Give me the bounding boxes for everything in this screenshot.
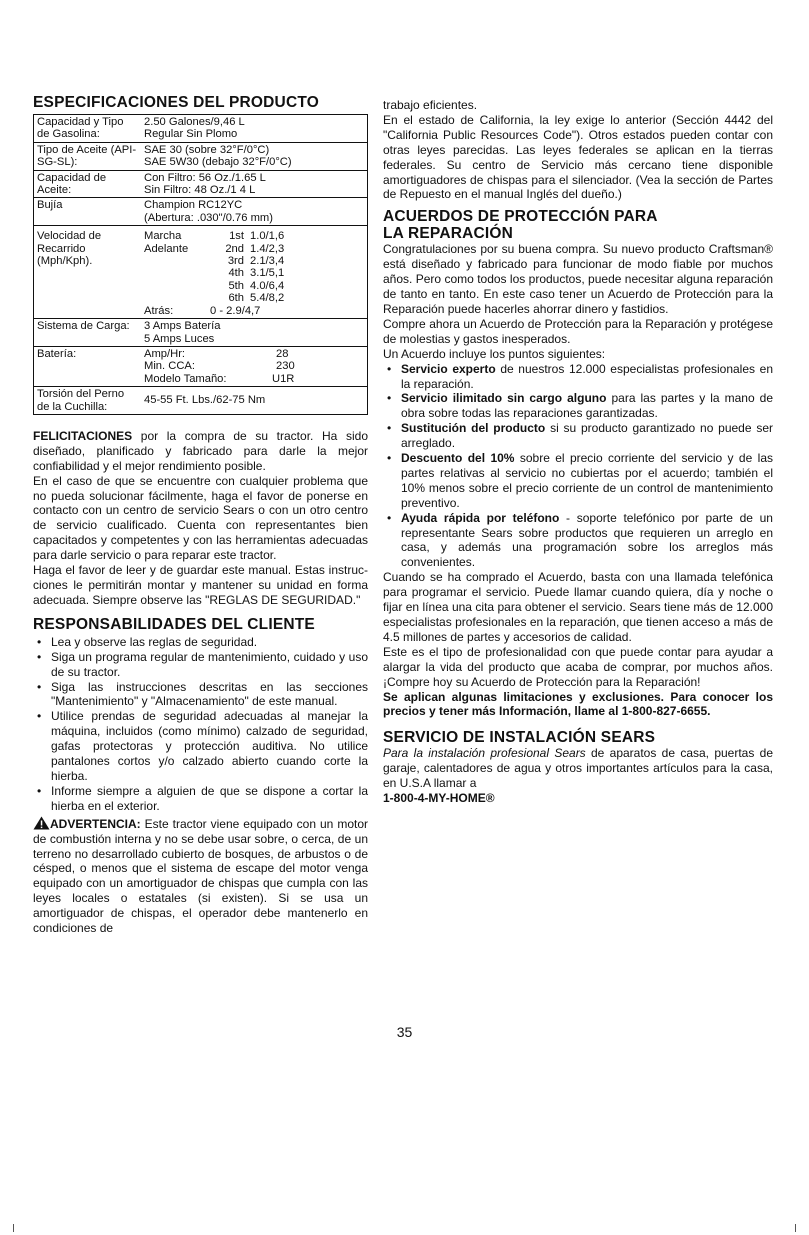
spec-label: Capacidad de Aceite:	[37, 171, 107, 197]
reverse-value: 0 - 2.9/4,7	[210, 304, 261, 317]
warning-paragraph	[33, 816, 368, 936]
agreement-paragraph: Congratulaciones por su buena compra. Su nuevo producto Craftsman® está diseñado y fabricado para funcionar de modo fiable por muchos años. Pero como todos los productos, puede necesitar alguna reparación de tanto en tanto. En este caso tener un Acuerdo de Protección para la Reparación puede hacerles ahorrar dinero y fastidios.	[383, 242, 773, 316]
spec-value	[141, 142, 368, 170]
spec-value-line: Champion RC12YC	[144, 199, 243, 212]
spec-value-line: 3 Amps Batería	[144, 320, 221, 333]
edge-mark	[795, 1224, 796, 1232]
spec-value-line: Con Filtro: 56 Oz./1.65 L	[144, 171, 266, 184]
gear-label: 1st	[229, 230, 244, 243]
spec-value	[141, 198, 368, 226]
gear-label: 2nd	[225, 242, 244, 255]
spec-value-line: 5 Amps Luces	[144, 332, 215, 345]
gear-speed: 2.1/3,4	[250, 255, 285, 268]
gear-speed: 1.4/2,3	[250, 242, 285, 255]
reverse-label: Atrás:	[144, 304, 174, 317]
speed-row	[210, 280, 284, 292]
speed-row	[210, 243, 284, 255]
responsibilities-title: RESPONSABILIDADES DEL CLIENTE	[33, 615, 315, 633]
benefit-text: si su producto garantizado no puede ser arreglado.	[401, 421, 773, 451]
speed-rows	[210, 230, 284, 304]
speed-row	[210, 292, 284, 304]
installation-italic: Para la instalación profesional Sears	[383, 746, 586, 761]
spec-label: Sistema de Carga:	[37, 320, 130, 333]
battery-number: U1R	[272, 372, 295, 385]
speed-forward	[144, 230, 364, 304]
battery-key: Modelo Tamaño:	[144, 372, 227, 385]
spec-value-line: 2.50 Galones/9,46 L	[144, 116, 245, 128]
spec-label: Tipo de Aceite (API- SG-SL):	[37, 143, 137, 169]
spec-row-capacity	[34, 170, 368, 198]
warning-icon	[33, 816, 50, 830]
speed-row	[210, 267, 284, 279]
right-column	[383, 0, 773, 806]
left-column	[33, 0, 368, 936]
congrats-lead: FELICITACIONES	[33, 428, 133, 443]
benefit-text: sobre el precio corriente del servicio y de las partes relativas al servicio no cubiertas por el acuerdo; también el 10% menos sobre el precio corriente de un control de mantenimiento preventivo.	[401, 451, 773, 510]
benefit-lead: Descuento del 10%	[401, 451, 515, 466]
agreement-title-line1: ACUERDOS DE PROTECCIÓN PARA	[383, 208, 658, 226]
limitations-paragraph: Se aplican algunas limitaciones y exclusiones. Para conocer los precios y tener más Información, llame al 1-800-827-6655.	[383, 689, 773, 719]
spec-value-line: Regular Sin Plomo	[144, 128, 238, 141]
spec-value-line: SAE 30 (sobre 32°F/0°C)	[144, 143, 270, 156]
edge-mark	[13, 1224, 14, 1232]
spec-value-line: SAE 5W30 (debajo 32°F/0°C)	[144, 156, 292, 169]
battery-key: Min. CCA:	[144, 360, 195, 373]
speed-values	[141, 226, 368, 319]
installation-title: SERVICIO DE INSTALACIÓN SEARS	[383, 729, 656, 747]
agreement-paragraph: Compre ahora un Acuerdo de Protección para la Reparación y protégese de molestias y gastos inesperados.	[383, 316, 773, 346]
responsibilities-list	[33, 635, 368, 814]
spec-row-fuel	[34, 115, 368, 143]
gear-speed: 4.0/6,4	[250, 279, 285, 292]
battery-line	[144, 373, 364, 385]
spec-value	[141, 115, 368, 143]
service-paragraph: En el caso de que se encuentre con cualquier problema que no pueda solucionar fácilmente, haga el favor de ponerse en contacto con un centro de servicio Sears o con un otro centro de servicio cualificado. Cuenta con representantes bien capacitados y competentes y con las herramientas adecuadas para darle servicio o para reparar este tractor.	[33, 473, 368, 563]
spec-value: 45-55 Ft. Lbs./62-75 Nm	[144, 394, 266, 407]
benefit-text: de nuestros 12.000 especialistas profesionales en la reparación.	[401, 361, 774, 391]
responsibility-item: • Lea y observe las reglas de seguridad.	[33, 635, 368, 650]
continued-text: trabajo eficientes.	[383, 98, 478, 112]
speed-row	[210, 230, 284, 242]
benefits-list	[383, 362, 773, 571]
spec-value	[141, 319, 368, 347]
spec-row-charging	[34, 319, 368, 347]
responsibility-item: • Informe siempre a alguien de que se dispone a cortar la hierba en el exterior.	[33, 784, 368, 814]
speed-row	[210, 255, 284, 267]
agreement-paragraph: Este es el tipo de profesionalidad con que puede contar para ayudar a alargar la vida del producto que acaba de comprar, por muchos años. ¡Compre hoy su Acuerdo de Protección para la Reparación!	[383, 644, 773, 689]
agreement-paragraph: Un Acuerdo incluye los puntos siguientes:	[383, 346, 606, 361]
benefit-item	[383, 511, 773, 571]
spec-row-speed	[34, 226, 368, 319]
benefit-item	[383, 391, 773, 421]
gear-speed: 1.0/1,6	[250, 230, 285, 243]
speed-reverse	[144, 305, 364, 317]
battery-line	[144, 360, 364, 372]
gear-speed: 3.1/5,1	[250, 267, 285, 280]
benefit-lead: Sustitución del producto	[401, 421, 546, 436]
forward-label: Marcha Adelante	[144, 230, 189, 255]
spec-title: ESPECIFICACIONES DEL PRODUCTO	[33, 94, 319, 111]
gear-label: 4th	[228, 267, 244, 280]
responsibility-item: • Siga un programa regular de mantenimiento, cuidado y uso de su tractor.	[33, 650, 368, 680]
congrats-paragraph	[33, 429, 368, 474]
benefit-item	[383, 451, 773, 511]
warning-text: Este tractor viene equipado con un motor de combustión interna y no se debe usar sobre, o cerca, de un terreno no desarrollado cubierto de bosques, de arbustos o de césped, o menos que el sistema de escape del motor venga equipado con un amortiguador de chispas que cumpla con las leyes locales o estatales (si existen). Si se usa un amortiguador de chispas, el operador debe mantenerlo en condiciones de	[33, 816, 368, 936]
spec-row-spark	[34, 198, 368, 226]
agreement-paragraph: Cuando se ha comprado el Acuerdo, basta con una llamada telefónica para programar el servicio. Puede llamar cuando quiera, día y noche o fijar en línea una cita para obtener el servicio. Sears tiene más de 12.000 especialistas profesionales en la reparación, que tienen acceso a más de 4.5 millones de partes y accesorios de calidad.	[383, 570, 773, 644]
spec-label: Torsión del Perno de la Cuchilla:	[37, 388, 125, 413]
installation-paragraph	[383, 746, 773, 791]
installation-text: de aparatos de casa, puertas de garaje, calentadores de agua y otros importantes artículos para la casa, en U.S.A llamar a	[383, 746, 773, 791]
spec-row-battery	[34, 346, 368, 386]
spec-value	[141, 170, 368, 198]
spec-label: Capacidad y Tipo de Gasolina:	[37, 116, 124, 141]
installation-phone: 1-800-4-MY-HOME®	[383, 791, 495, 806]
spec-row-torque	[34, 387, 368, 415]
spec-table	[33, 114, 368, 415]
warning-lead: ADVERTENCIA:	[50, 816, 141, 831]
congrats-text: por la compra de su tractor. Ha sido diseñado, planificado y fabricado para darle la mejor confiabilidad y el mejor rendimiento posible.	[33, 428, 368, 473]
spec-label: Velocidad de Recarrido (Mph/Kph).	[37, 230, 102, 268]
responsibility-item: • Utilice prendas de seguridad adecuadas al manejar la máquina, incluidos (como mínimo) calzado de seguridad, gafas protectoras y protección auditiva. No utilice pantalones cortos y/o calzado abierto cuando corte la hierba.	[33, 709, 368, 784]
spec-label: Bujía	[37, 199, 63, 212]
battery-number: 28	[276, 347, 289, 360]
benefit-lead: Servicio ilimitado sin cargo alguno	[401, 391, 607, 406]
battery-line	[144, 348, 364, 360]
gear-label: 6th	[228, 292, 244, 305]
benefit-text: - soporte telefónico por parte de un representante Sears sobre productos que requieren un arreglo en casa, y además una programación sobre los arreglos más convenientes.	[401, 510, 773, 570]
spec-value-line: (Abertura: .030"/0.76 mm)	[144, 211, 273, 224]
benefit-item	[383, 362, 773, 392]
agreement-title-line2: LA REPARACIÓN	[383, 225, 514, 243]
spec-value-line: Sin Filtro: 48 Oz./1 4 L	[144, 184, 256, 197]
gear-speed: 5.4/8,2	[250, 292, 285, 305]
california-paragraph: En el estado de California, la ley exige lo anterior (Sección 4442 del "California Public Resources Code"). Otros estados pueden contar con otras leyes parecidas. Las leyes federales se aplican en la tierras federales. Su centro de Servicio más cercano tiene disponible amortiguadores de chispas para el silenciador. (Vea la sección de Partes de Repuesto en el manual Inglés del dueño.)	[383, 112, 773, 202]
page-number: 35	[396, 1024, 413, 1040]
responsibility-item: • Siga las instrucciones descritas en las secciones "Mantenimiento" y "Almacenamiento" de este manual.	[33, 680, 368, 710]
gear-label: 5th	[228, 279, 244, 292]
gear-label: 3rd	[227, 255, 244, 268]
spec-row-oil	[34, 142, 368, 170]
benefit-text: para las partes y la mano de obra sobre todas las reparaciones garantizadas.	[401, 391, 773, 421]
manual-paragraph: Haga el favor de leer y de guardar este manual. Estas instruc-ciones le permitirán montar y mantener su unidad en forma adecuada. Siempre observe las "REGLAS DE SEGURIDAD."	[33, 563, 368, 607]
battery-values	[141, 346, 368, 386]
battery-key: Amp/Hr:	[144, 347, 186, 360]
battery-number: 230	[276, 360, 295, 373]
benefit-lead: Servicio experto	[401, 361, 496, 376]
benefit-lead: Ayuda rápida por teléfono	[401, 510, 560, 525]
benefit-item	[383, 421, 773, 451]
spec-label: Batería:	[37, 347, 77, 360]
